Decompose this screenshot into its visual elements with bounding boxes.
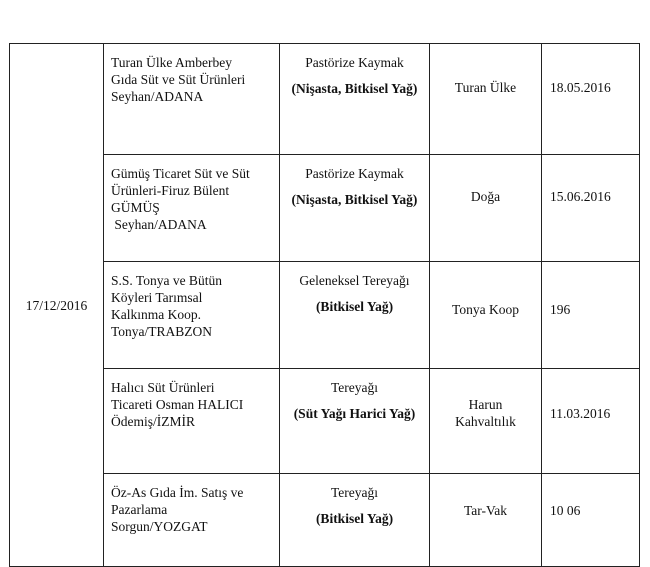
company-cell — [104, 262, 280, 369]
brand-cell — [430, 474, 542, 567]
brand-name: Harun Kahvaltılık — [455, 397, 516, 429]
company-line: Köyleri Tarımsal — [111, 290, 203, 305]
product-name: Geleneksel Tereyağı — [299, 273, 410, 288]
lot-value: 11.03.2016 — [550, 405, 611, 421]
company-line: S.S. Tonya ve Bütün — [111, 273, 222, 288]
table-row — [10, 262, 640, 369]
brand-name: Tonya Koop — [452, 301, 519, 317]
brand-cell — [430, 155, 542, 262]
product-name: Tereyağı — [330, 380, 379, 395]
brand-name: Doğa — [470, 188, 501, 204]
company-line: Tonya/TRABZON — [111, 324, 213, 339]
product-note: (Bitkisel Yağ) — [315, 511, 394, 526]
lot-cell — [542, 262, 640, 369]
company-line: Ürünleri-Firuz Bülent — [111, 183, 230, 198]
company-line: Turan Ülke Amberbey — [111, 55, 232, 70]
product-name: Tereyağı — [330, 485, 379, 500]
product-cell — [280, 474, 430, 567]
product-cell — [280, 262, 430, 369]
product-note: (Nişasta, Bitkisel Yağ) — [291, 81, 418, 96]
company-line: Pazarlama — [111, 502, 168, 517]
brand-name: Turan Ülke — [454, 79, 517, 95]
lot-value: 10 06 — [550, 502, 581, 518]
product-name: Pastörize Kaymak — [305, 166, 404, 181]
brand-cell — [430, 262, 542, 369]
lot-value: 15.06.2016 — [550, 188, 611, 204]
inspection-table — [9, 43, 640, 567]
company-line: Seyhan/ADANA — [111, 217, 207, 232]
lot-cell — [542, 369, 640, 474]
company-line: Gıda Süt ve Süt Ürünleri — [111, 72, 246, 87]
table-row — [10, 474, 640, 567]
date-value: 17/12/2016 — [25, 297, 88, 313]
company-cell — [104, 474, 280, 567]
company-line: Öz-As Gıda İm. Satış ve — [111, 485, 244, 500]
table-row — [10, 44, 640, 155]
company-line: GÜMÜŞ — [111, 200, 160, 215]
brand-name: Tar-Vak — [463, 502, 507, 518]
company-line: Halıcı Süt Ürünleri — [111, 380, 215, 395]
company-cell — [104, 44, 280, 155]
company-line: Ticareti Osman HALICI — [111, 397, 244, 412]
product-note: (Süt Yağı Harici Yağ) — [293, 406, 416, 421]
company-line: Kalkınma Koop. — [111, 307, 201, 322]
lot-cell — [542, 474, 640, 567]
company-cell — [104, 155, 280, 262]
product-note: (Bitkisel Yağ) — [315, 299, 394, 314]
lot-value: 18.05.2016 — [550, 79, 611, 95]
company-cell — [104, 369, 280, 474]
product-cell — [280, 44, 430, 155]
company-line: Sorgun/YOZGAT — [111, 519, 208, 534]
lot-cell — [542, 155, 640, 262]
table-row — [10, 369, 640, 474]
date-cell — [10, 44, 104, 567]
lot-cell — [542, 44, 640, 155]
product-name: Pastörize Kaymak — [305, 55, 404, 70]
brand-cell — [430, 369, 542, 474]
company-line: Ödemiş/İZMİR — [111, 414, 195, 429]
product-note: (Nişasta, Bitkisel Yağ) — [291, 192, 418, 207]
product-cell — [280, 369, 430, 474]
product-cell — [280, 155, 430, 262]
company-line: Gümüş Ticaret Süt ve Süt — [111, 166, 250, 181]
lot-value: 196 — [550, 301, 571, 317]
company-line: Seyhan/ADANA — [111, 89, 204, 104]
brand-cell — [430, 44, 542, 155]
table-row — [10, 155, 640, 262]
